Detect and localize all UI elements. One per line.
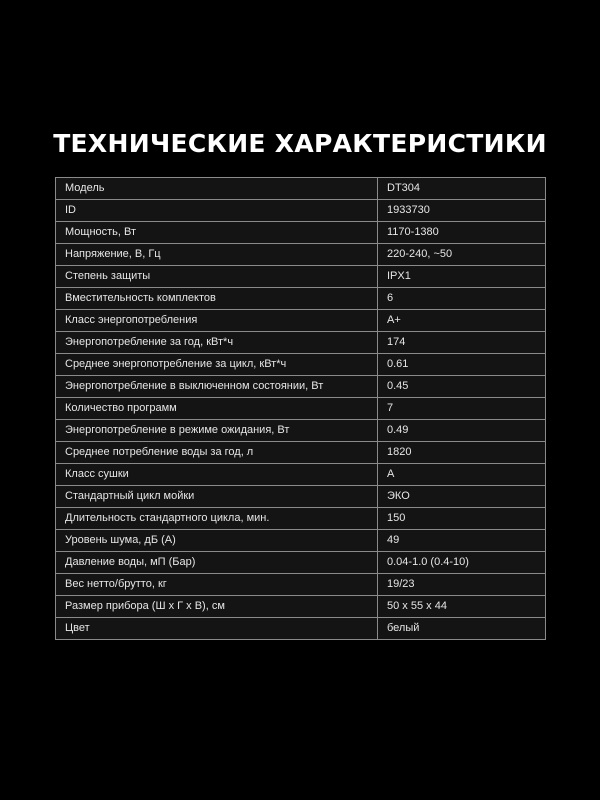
spec-value: 0.45 — [378, 376, 546, 398]
table-row — [56, 530, 546, 552]
spec-name: Класс сушки — [56, 464, 378, 486]
spec-value: 7 — [378, 398, 546, 420]
spec-name: Мощность, Вт — [56, 222, 378, 244]
spec-name: Среднее энергопотребление за цикл, кВт*ч — [56, 354, 378, 376]
table-row — [56, 464, 546, 486]
spec-value: IPX1 — [378, 266, 546, 288]
table-row — [56, 552, 546, 574]
spec-name: Стандартный цикл мойки — [56, 486, 378, 508]
spec-name: Степень защиты — [56, 266, 378, 288]
spec-name: Давление воды, мП (Бар) — [56, 552, 378, 574]
table-row — [56, 310, 546, 332]
spec-value: 1933730 — [378, 200, 546, 222]
spec-name: Цвет — [56, 618, 378, 640]
spec-value: 0.61 — [378, 354, 546, 376]
table-row — [56, 200, 546, 222]
table-row — [56, 442, 546, 464]
table-row — [56, 178, 546, 200]
table-row — [56, 508, 546, 530]
table-row — [56, 354, 546, 376]
table-row — [56, 332, 546, 354]
spec-name: Длительность стандартного цикла, мин. — [56, 508, 378, 530]
spec-name: Вес нетто/брутто, кг — [56, 574, 378, 596]
spec-name: Уровень шума, дБ (А) — [56, 530, 378, 552]
table-row — [56, 376, 546, 398]
spec-name: Модель — [56, 178, 378, 200]
spec-name: Напряжение, В, Гц — [56, 244, 378, 266]
page-title: ТЕХНИЧЕСКИЕ ХАРАКТЕРИСТИКИ — [53, 129, 547, 158]
spec-value: 220-240, ~50 — [378, 244, 546, 266]
table-row — [56, 420, 546, 442]
spec-name: Класс энергопотребления — [56, 310, 378, 332]
table-row — [56, 222, 546, 244]
table-row — [56, 618, 546, 640]
spec-value: белый — [378, 618, 546, 640]
spec-name: Количество программ — [56, 398, 378, 420]
spec-name: ID — [56, 200, 378, 222]
table-row — [56, 574, 546, 596]
spec-name: Среднее потребление воды за год, л — [56, 442, 378, 464]
spec-value: 6 — [378, 288, 546, 310]
spec-name: Энергопотребление в выключенном состоянии, Вт — [56, 376, 378, 398]
spec-name: Вместительность комплектов — [56, 288, 378, 310]
spec-value: 19/23 — [378, 574, 546, 596]
spec-value: 150 — [378, 508, 546, 530]
table-row — [56, 244, 546, 266]
table-row — [56, 596, 546, 618]
table-row — [56, 266, 546, 288]
spec-value: 49 — [378, 530, 546, 552]
table-row — [56, 288, 546, 310]
table-row — [56, 398, 546, 420]
spec-value: 0.49 — [378, 420, 546, 442]
spec-value: DT304 — [378, 178, 546, 200]
spec-value: 1170-1380 — [378, 222, 546, 244]
spec-value: 0.04-1.0 (0.4-10) — [378, 552, 546, 574]
spec-name: Энергопотребление за год, кВт*ч — [56, 332, 378, 354]
spec-value: ЭКО — [378, 486, 546, 508]
spec-name: Размер прибора (Ш х Г х В), см — [56, 596, 378, 618]
spec-value: 1820 — [378, 442, 546, 464]
spec-value: А+ — [378, 310, 546, 332]
table-row — [56, 486, 546, 508]
spec-value: А — [378, 464, 546, 486]
spec-table — [55, 177, 546, 640]
spec-value: 50 х 55 х 44 — [378, 596, 546, 618]
spec-value: 174 — [378, 332, 546, 354]
spec-name: Энергопотребление в режиме ожидания, Вт — [56, 420, 378, 442]
